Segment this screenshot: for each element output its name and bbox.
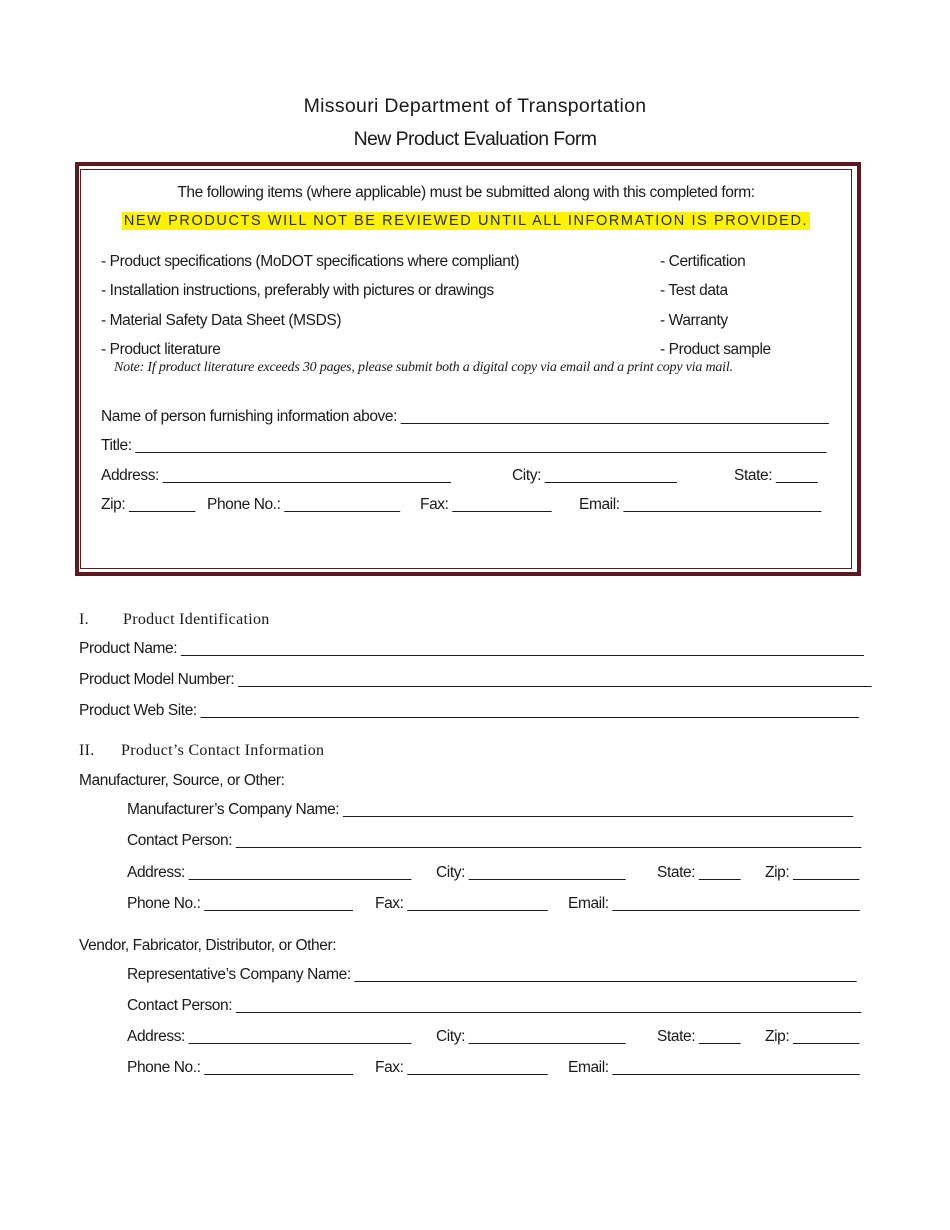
notice-warning (80, 212, 852, 230)
section-1-heading (79, 611, 270, 629)
vendor-phone-field[interactable]: Phone No.: __________________ (127, 1059, 353, 1076)
section-title: Product Identification (123, 611, 270, 628)
manufacturer-contact-field[interactable]: Contact Person: ____________________________________________________________________________ (127, 832, 861, 849)
furnisher-state-field[interactable]: State: _____ (734, 467, 818, 484)
vendor-heading: Vendor, Fabricator, Distributor, or Other: (79, 937, 337, 954)
section-number: II. (79, 742, 95, 759)
manufacturer-email-field[interactable]: Email: ______________________________ (568, 895, 860, 912)
warning-highlight: NEW PRODUCTS WILL NOT BE REVIEWED UNTIL ALL INFORMATION IS PROVIDED. (123, 213, 809, 229)
manufacturer-fax-field[interactable]: Fax: _________________ (375, 895, 548, 912)
manufacturer-company-field[interactable]: Manufacturer’s Company Name: ______________________________________________________________ (127, 801, 853, 818)
furnisher-title-field[interactable]: Title: ____________________________________________________________________________________ (101, 437, 827, 454)
required-item: - Test data (660, 282, 728, 299)
manufacturer-zip-field[interactable]: Zip: ________ (765, 864, 859, 881)
section-number: I. (79, 611, 89, 628)
required-item: - Product literature (101, 341, 221, 358)
product-model-number-field[interactable]: Product Model Number: _____________________________________________________________________________ (79, 671, 872, 688)
product-name-field[interactable]: Product Name: ___________________________________________________________________________________ (79, 640, 864, 657)
vendor-fax-field[interactable]: Fax: _________________ (375, 1059, 548, 1076)
manufacturer-state-field[interactable]: State: _____ (657, 864, 741, 881)
product-web-site-field[interactable]: Product Web Site: ________________________________________________________________________________ (79, 702, 859, 719)
vendor-address-field[interactable]: Address: ___________________________ (127, 1028, 411, 1045)
furnisher-fax-field[interactable]: Fax: ____________ (420, 496, 552, 513)
furnisher-email-field[interactable]: Email: ________________________ (579, 496, 821, 513)
furnisher-phone-field[interactable]: Phone No.: ______________ (207, 496, 400, 513)
manufacturer-address-field[interactable]: Address: ___________________________ (127, 864, 411, 881)
agency-title: Missouri Department of Transportation (303, 95, 647, 117)
manufacturer-city-field[interactable]: City: ___________________ (436, 864, 626, 881)
vendor-state-field[interactable]: State: _____ (657, 1028, 741, 1045)
furnisher-address-field[interactable]: Address: ___________________________________ (101, 467, 451, 484)
required-item: - Certification (660, 253, 746, 270)
furnisher-name-field[interactable]: Name of person furnishing information above: ____________________________________________________ (101, 408, 829, 425)
form-title: New Product Evaluation Form (353, 128, 597, 150)
notice-intro: The following items (where applicable) must be submitted along with this completed form: (177, 184, 755, 201)
required-item: - Product specifications (MoDOT specifications where compliant) (101, 253, 520, 270)
required-item: - Warranty (660, 312, 728, 329)
literature-note: Note: If product literature exceeds 30 pages, please submit both a digital copy via email and a print copy via mail. (114, 360, 733, 375)
required-item: - Product sample (660, 341, 771, 358)
section-title: Product’s Contact Information (121, 742, 325, 759)
manufacturer-heading: Manufacturer, Source, or Other: (79, 772, 285, 789)
vendor-zip-field[interactable]: Zip: ________ (765, 1028, 859, 1045)
required-item: - Material Safety Data Sheet (MSDS) (101, 312, 342, 329)
section-2-heading (79, 742, 324, 760)
vendor-company-field[interactable]: Representative’s Company Name: _____________________________________________________________ (127, 966, 857, 983)
manufacturer-phone-field[interactable]: Phone No.: __________________ (127, 895, 353, 912)
vendor-email-field[interactable]: Email: ______________________________ (568, 1059, 860, 1076)
required-item: - Installation instructions, preferably with pictures or drawings (101, 282, 494, 299)
furnisher-zip-field[interactable]: Zip: ________ (101, 496, 195, 513)
furnisher-city-field[interactable]: City: ________________ (512, 467, 677, 484)
vendor-contact-field[interactable]: Contact Person: ____________________________________________________________________________ (127, 997, 861, 1014)
vendor-city-field[interactable]: City: ___________________ (436, 1028, 626, 1045)
